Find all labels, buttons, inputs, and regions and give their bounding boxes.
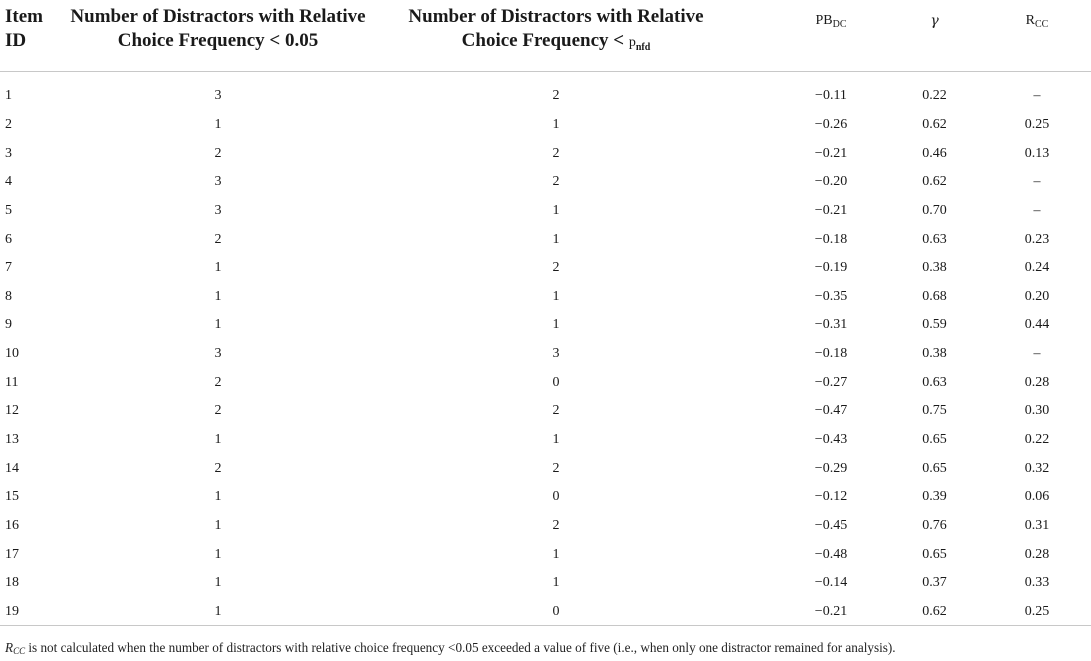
cell-gamma: 0.75 [922,403,947,419]
cell-lt-005: 2 [214,403,222,419]
cell-lt-005: 1 [214,575,222,591]
cell-lt-pnfd: 1 [552,432,560,447]
cell-item-id: 7 [5,260,12,276]
header-distractors-lt-pnfd: Number of Distractors with Relative Choice Frequency < $p_{nfd}$ [366,0,746,72]
cell-gamma: 0.59 [922,317,947,333]
table-row [0,368,1091,397]
cell-lt-pnfd: 1 [552,116,560,132]
table-row [0,569,1091,598]
header-distractors-lt-005: Number of Distractors with Relative Choice Frequency < 0.05 [70,0,366,72]
cell-lt-005: 3 [214,174,222,190]
cell-lt-pnfd: 2 [552,260,560,276]
table-row [0,512,1091,541]
cell-lt-pnfd: 1 [552,202,560,218]
cell-item-id: 6 [5,231,12,247]
cell-pb-dc: −0.21 [814,145,848,161]
cell-rcc: 0.23 [1024,231,1050,247]
cell-lt-pnfd: 1 [552,546,560,562]
cell-lt-pnfd: 2 [552,517,560,533]
cell-rcc: – [1033,88,1041,104]
cell-gamma: 0.65 [922,432,947,447]
cell-item-id: 3 [5,145,12,161]
header-rcc: $R_{CC}$ [983,0,1091,72]
cell-item-id: 18 [5,575,19,591]
cell-rcc: 0.20 [1024,288,1050,304]
cell-gamma: 0.37 [922,575,947,591]
cell-lt-pnfd: 2 [552,145,560,161]
cell-pb-dc: −0.27 [814,374,848,390]
table-row [0,483,1091,512]
cell-rcc: 0.33 [1024,575,1050,591]
cell-pb-dc: −0.19 [814,260,848,276]
cell-pb-dc: −0.48 [814,546,848,562]
cell-lt-005: 3 [214,88,222,104]
cell-lt-005: 1 [214,432,222,447]
cell-rcc: 0.24 [1024,260,1050,276]
cell-rcc: – [1033,346,1041,362]
cell-lt-005: 3 [214,346,222,362]
cell-lt-pnfd: 0 [552,603,560,619]
cell-item-id: 10 [5,346,19,362]
table-row [0,282,1091,311]
table-row [0,254,1091,283]
cell-lt-pnfd: 0 [552,374,560,390]
header-pb-dc: $PB_{DC}$ [746,0,886,72]
table-row [0,454,1091,483]
table-row [0,340,1091,369]
cell-item-id: 1 [5,88,12,104]
cell-gamma: 0.76 [922,517,947,533]
cell-gamma: 0.70 [922,202,947,218]
cell-pb-dc: −0.45 [814,517,848,533]
cell-lt-pnfd: 1 [552,231,560,247]
cell-item-id: 12 [5,403,19,419]
cell-item-id: 4 [5,174,12,190]
header-item-id: Item ID [0,0,70,72]
cell-lt-005: 2 [214,231,222,247]
cell-lt-005: 2 [214,145,222,161]
header-row [0,0,1091,72]
cell-lt-pnfd: 1 [552,317,560,333]
cell-item-id: 13 [5,432,19,447]
cell-lt-005: 1 [214,317,222,333]
cell-pb-dc: −0.35 [814,288,848,304]
cell-lt-005: 1 [214,288,222,304]
cell-rcc: 0.44 [1024,317,1050,333]
cell-item-id: 8 [5,288,12,304]
cell-pb-dc: −0.43 [814,432,848,447]
cell-rcc: 0.28 [1024,374,1050,390]
cell-pb-dc: −0.12 [814,489,848,505]
cell-pb-dc: −0.29 [814,460,848,476]
cell-rcc: 0.25 [1024,603,1050,619]
cell-gamma: 0.68 [922,288,947,304]
cell-rcc: – [1033,202,1041,218]
cell-gamma: 0.38 [922,260,947,276]
cell-lt-005: 1 [214,260,222,276]
cell-gamma: 0.46 [922,145,947,161]
footnote-divider [0,625,1091,626]
cell-rcc: 0.06 [1024,489,1050,505]
cell-lt-005: 2 [214,460,222,476]
cell-pb-dc: −0.18 [814,231,848,247]
cell-item-id: 11 [5,374,19,390]
cell-lt-pnfd: 2 [552,460,560,476]
table-body [0,72,1091,627]
header-gamma: γ [886,0,983,72]
table-footnote [5,640,896,659]
cell-item-id: 9 [5,317,12,333]
cell-pb-dc: −0.14 [814,575,848,591]
cell-pb-dc: −0.11 [815,88,847,104]
cell-gamma: 0.22 [922,88,947,104]
table-row [0,197,1091,226]
cell-gamma: 0.38 [922,346,947,362]
cell-item-id: 16 [5,517,19,533]
cell-pb-dc: −0.20 [814,174,848,190]
cell-lt-005: 1 [214,489,222,505]
cell-item-id: 15 [5,489,19,505]
cell-lt-005: 1 [214,546,222,562]
cell-pb-dc: −0.18 [814,346,848,362]
cell-lt-pnfd: 0 [552,489,560,505]
table-row [0,397,1091,426]
cell-rcc: 0.22 [1024,432,1050,447]
table-row [0,168,1091,197]
table-row [0,311,1091,340]
cell-item-id: 19 [5,603,19,619]
cell-gamma: 0.65 [922,460,947,476]
cell-lt-005: 1 [214,116,222,132]
cell-lt-pnfd: 1 [552,288,560,304]
cell-item-id: 5 [5,202,12,218]
cell-pb-dc: −0.31 [814,317,848,333]
table-row [0,540,1091,569]
cell-lt-pnfd: 2 [552,88,560,104]
cell-rcc: – [1033,174,1041,190]
cell-gamma: 0.63 [922,374,947,390]
cell-lt-pnfd: 3 [552,346,560,362]
cell-gamma: 0.62 [922,116,947,132]
cell-item-id: 17 [5,546,19,562]
cell-lt-005: 1 [214,517,222,533]
cell-pb-dc: −0.26 [814,116,848,132]
table-row [0,111,1091,140]
cell-rcc: 0.30 [1024,403,1050,419]
cell-rcc: 0.13 [1024,145,1050,161]
cell-rcc: 0.32 [1024,460,1050,476]
cell-rcc: 0.25 [1024,116,1050,132]
cell-pb-dc: −0.47 [814,403,848,419]
cell-gamma: 0.65 [922,546,947,562]
cell-gamma: 0.63 [922,231,947,247]
table-row [0,72,1091,111]
cell-rcc: 0.31 [1024,517,1050,533]
cell-item-id: 14 [5,460,19,476]
cell-gamma: 0.62 [922,174,947,190]
footnote-symbol: $R_{CC}$ [5,640,26,656]
cell-lt-pnfd: 1 [552,575,560,591]
cell-rcc: 0.28 [1024,546,1050,562]
table-row [0,139,1091,168]
table-row [0,225,1091,254]
table-header [0,0,1091,72]
cell-lt-005: 3 [214,202,222,218]
cell-lt-005: 2 [214,374,222,390]
table-row [0,598,1091,627]
cell-lt-005: 1 [214,603,222,619]
cell-lt-pnfd: 2 [552,403,560,419]
cell-item-id: 2 [5,116,12,132]
cell-lt-pnfd: 2 [552,174,560,190]
cell-gamma: 0.62 [922,603,947,619]
cell-gamma: 0.39 [922,489,947,505]
footnote-text: is not calculated when the number of distractors with relative choice frequency <0.05 exceeded a value of five (i.e., when only one distractor remained for analysis). [25,640,896,655]
cell-pb-dc: −0.21 [814,603,848,619]
cell-pb-dc: −0.21 [814,202,848,218]
table-row [0,426,1091,455]
